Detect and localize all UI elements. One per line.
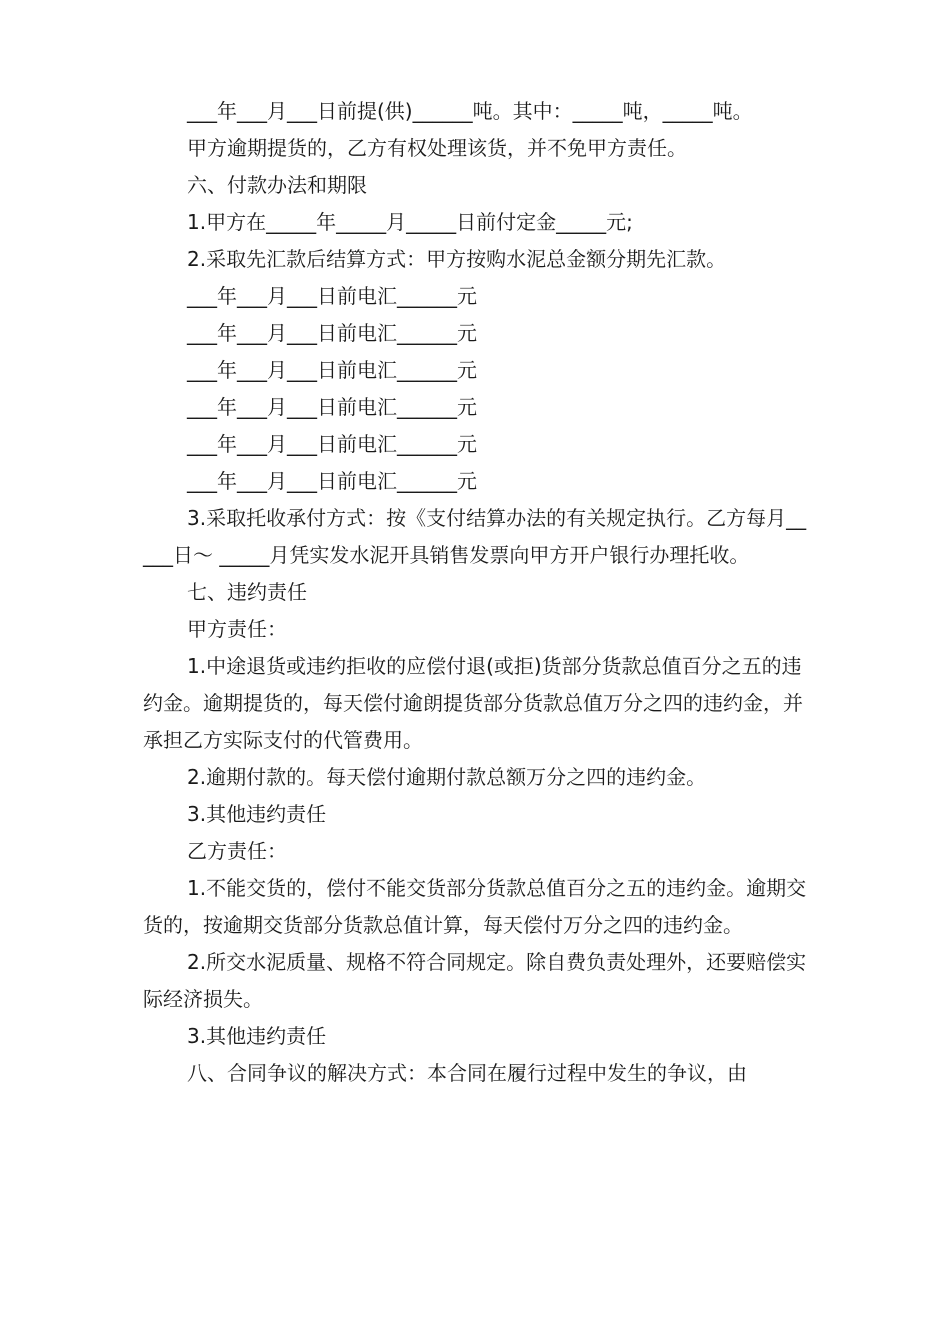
deposit-clause: 1.甲方在_____年_____月_____日前付定金_____元; [187,210,633,234]
remittance-line: ___年___月___日前电汇______元 [187,321,477,345]
collection-clause: 3.采取托收承付方式：按《支付结算办法的有关规定执行。乙方每月_____日～ _____月凭实发水泥开具销售发票向甲方开户银行办理托收。 [143,506,807,567]
remittance-line: ___年___月___日前电汇______元 [187,432,477,456]
prepayment-clause: 2.采取先汇款后结算方式：甲方按购水泥总金额分期先汇款。 [187,247,727,271]
party-b-clause-1: 1.不能交货的，偿付不能交货部分货款总值百分之五的违约金。逾期交货的，按逾期交货部分货款总值计算，每天偿付万分之四的违约金。 [143,876,807,937]
late-pickup-clause: 甲方逾期提货的，乙方有权处理该货，并不免甲方责任。 [187,136,687,160]
remittance-line: ___年___月___日前电汇______元 [187,395,477,419]
section-heading-dispute: 八、合同争议的解决方式：本合同在履行过程中发生的争议，由 [187,1061,747,1085]
party-b-clause-3: 3.其他违约责任 [187,1024,327,1048]
delivery-schedule-line: ___年___月___日前提(供)______吨。其中：_____吨，_____吨。 [187,99,753,123]
remittance-line: ___年___月___日前电汇______元 [187,469,477,493]
party-a-liability-heading: 甲方责任： [187,617,287,641]
party-a-clause-1: 1.中途退货或违约拒收的应偿付退(或拒)货部分货款总值百分之五的违约金。逾期提货的，每天偿付逾朗提货部分货款总值万分之四的违约金，并承担乙方实际支付的代管费用。 [143,654,803,752]
party-b-liability-heading: 乙方责任： [187,839,287,863]
section-heading-liability: 七、违约责任 [187,580,307,604]
party-a-clause-2: 2.逾期付款的。每天偿付逾期付款总额万分之四的违约金。 [187,765,707,789]
party-a-clause-3: 3.其他违约责任 [187,802,327,826]
remittance-line: ___年___月___日前电汇______元 [187,358,477,382]
document-body [143,93,815,1092]
section-heading-payment: 六、付款办法和期限 [187,173,367,197]
party-b-clause-2: 2.所交水泥质量、规格不符合同规定。除自费负责处理外，还要赔偿实际经济损失。 [143,950,807,1011]
remittance-line: ___年___月___日前电汇______元 [187,284,477,308]
